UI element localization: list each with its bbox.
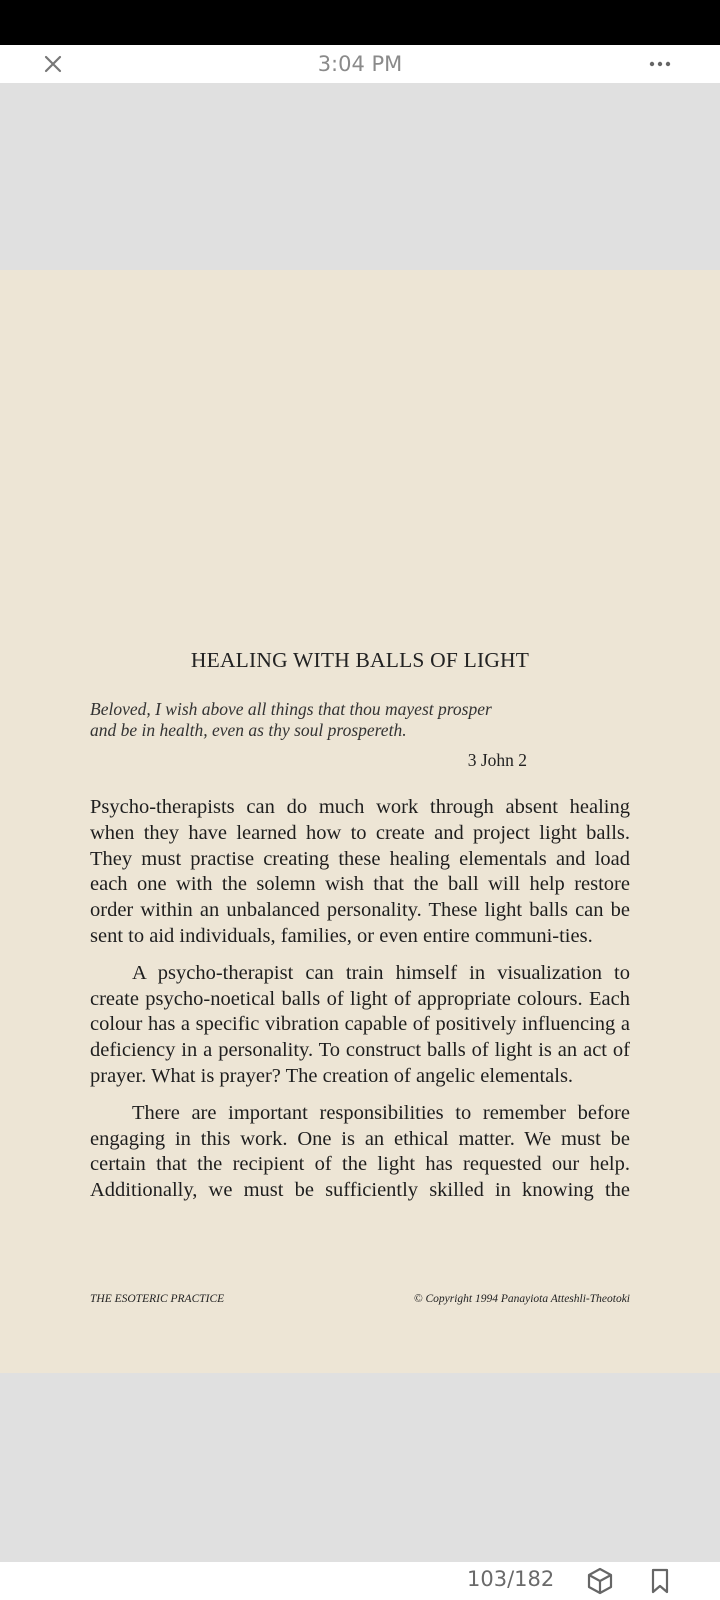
body-text <box>90 795 630 1204</box>
running-footer-title: THE ESOTERIC PRACTICE <box>90 1293 225 1305</box>
clock-time: 3:04 PM <box>317 52 403 76</box>
running-footer-copyright: © Copyright 1994 Panayiota Atteshli-Theotoki <box>413 1293 630 1305</box>
bookmark-icon <box>645 1566 675 1596</box>
bookmark-button[interactable] <box>645 1566 675 1596</box>
reader-top-bar <box>0 45 720 83</box>
epigraph-reference: 3 John 2 <box>467 750 527 770</box>
paragraph-2: A psycho-therapist can train himself in visualization to create psycho-noetical balls of light of appropriate colours. Each colour has a specific vibration capable of positively influencing a deficiency in a personality. To construct balls of light is an act of prayer. What is prayer? The creation of angelic elementals. <box>90 961 630 1087</box>
book-page[interactable] <box>0 270 720 1373</box>
page-indicator[interactable]: 103/182 <box>467 1567 555 1591</box>
more-icon <box>649 61 671 67</box>
more-options-button[interactable] <box>640 49 680 79</box>
3d-view-button[interactable] <box>585 1566 615 1596</box>
cube-icon <box>585 1566 615 1596</box>
epigraph-line-2: and be in health, even as thy soul prospereth. <box>90 720 407 740</box>
paragraph-3: There are important responsibilities to remember before engaging in this work. One is an ethical matter. We must be certain that the recipient of the light has requested our help. Additionally, we must be sufficiently skilled in knowing the <box>90 1101 630 1202</box>
chapter-title: HEALING WITH BALLS OF LIGHT <box>190 648 530 672</box>
system-status-strip <box>0 0 720 45</box>
epigraph-line-1: Beloved, I wish above all things that thou mayest prosper <box>90 699 492 719</box>
reader-bottom-bar <box>0 1562 720 1600</box>
close-icon <box>44 55 62 73</box>
close-button[interactable] <box>36 49 70 79</box>
paragraph-1: Psycho-therapists can do much work through absent healing when they have learned how to create and project light balls. They must practise creating these healing elementals and load each one with the solemn wish that the ball will help restore order within an unbalanced personality. These light balls can be sent to aid individuals, families, or even entire communi-ties. <box>90 796 630 947</box>
epigraph-quote <box>90 699 540 741</box>
